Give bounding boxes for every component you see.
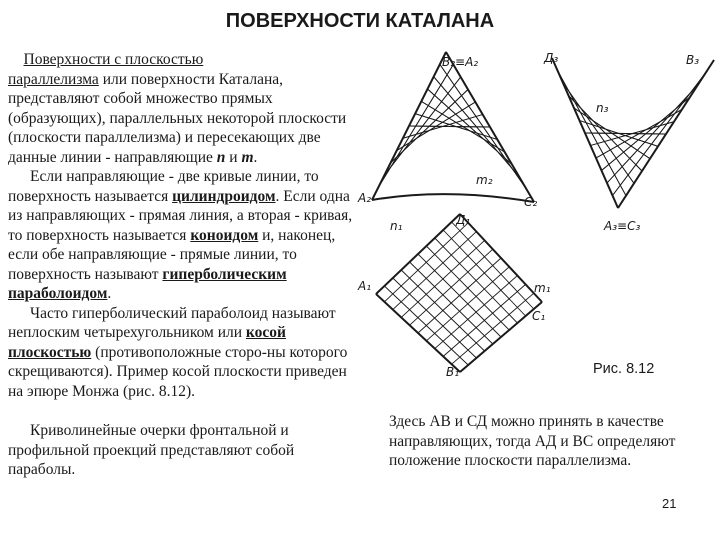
horizontal-ruling [426,267,509,341]
period: . [253,148,258,166]
profile-ruling [585,133,666,134]
catalan-surface-drawing [356,34,720,384]
label-b3: B₃ [686,53,700,67]
frontal-ruling [409,126,490,127]
horizontal-ruling [443,284,525,356]
guide-m: m [241,148,254,166]
types-text-c: и, наконец, если обе направляющие - прямые линии, то поверхность называют [8,226,336,283]
paragraph-definition [8,50,356,167]
types-text-b: . Если одна из направляющих - прямая линия, а вторая - кривая, то поверхность называется [8,187,353,244]
label-c2: C₂ [524,195,538,209]
skew-text-b: (противоположные сторо-ны которого скрещиваются). Пример косой плоскости приведен на эпюре Монжа (рис. 8.12). [8,343,348,400]
indent [8,51,24,68]
period: . [107,285,112,302]
horizontal-ruling [435,276,518,349]
definition-text: или поверхности Каталана, представляют собой множество прямых (образующих), параллельных некоторой плоскости (плоскости параллелизма) и пересекающих две данные линии - направляющие [8,70,347,166]
label-a3c3: A₃≡C₃ [604,219,641,233]
label-b1: B₁ [446,365,460,379]
main-text [8,50,356,480]
term-cylindroid: цилиндроидом [172,187,276,205]
horizontal-ruling [452,293,534,364]
term-conoid: коноидом [190,226,259,244]
term-skew-plane: косой плоскостью [8,324,286,361]
paragraph-parabolas: Криволинейные очерки фронтальной и профильной проекций представляют собой параболы. [8,422,295,478]
conjunction: и [225,148,242,166]
paragraph-types [8,167,356,304]
label-d3: Д₃ [544,51,559,65]
horizontal-edge-ba [376,294,460,372]
label-b2a2: B₂≡A₂ [442,55,479,69]
term-plane-parallelism-line1: Поверхности с плоскостью [23,51,204,68]
label-c1: C₁ [532,309,546,323]
paragraph-skew-plane [8,304,356,402]
label-m2: m₂ [476,173,493,187]
term-hyperbolic-paraboloid: гиперболическим параболоидом [8,265,287,302]
horizontal-edge-ad [376,214,460,294]
slide-title: ПОВЕРХНОСТИ КАТАЛАНА [225,10,495,32]
figure-caption: Рис. 8.12 [593,361,655,377]
label-m1: m₁ [534,281,551,295]
skew-text-a: Часто гиперболический параболоид называют неплоским четырехугольником или [8,304,336,341]
horizontal-ruling [401,240,484,317]
horizontal-ruling [410,249,493,325]
types-text-a: Если направляющие - две кривые линии, то поверхность называется [8,168,319,205]
horizontal-ruling [418,258,501,333]
label-a1: A₁ [358,279,372,293]
side-note: Здесь АВ и СД можно принять в качестве направляющих, тогда АД и ВС определяют положение плоскости параллелизма. [389,413,676,469]
horizontal-ruling [384,223,468,302]
horizontal-ruling [393,232,477,310]
paragraph-gap [8,401,356,421]
label-a2: A₂ [358,191,372,205]
label-d1: Д₁ [456,213,471,227]
page-number: 21 [662,496,677,511]
term-plane-parallelism-line2: параллелизма [8,70,99,88]
guide-n: n [216,148,226,166]
horizontal-edge-dc [460,214,542,302]
figure-8-12 [356,34,720,384]
horizontal-edge-cb [460,302,542,372]
frontal-parabola-outline [372,194,534,202]
label-n3: n₃ [596,101,609,115]
label-n1: n₁ [390,219,403,233]
